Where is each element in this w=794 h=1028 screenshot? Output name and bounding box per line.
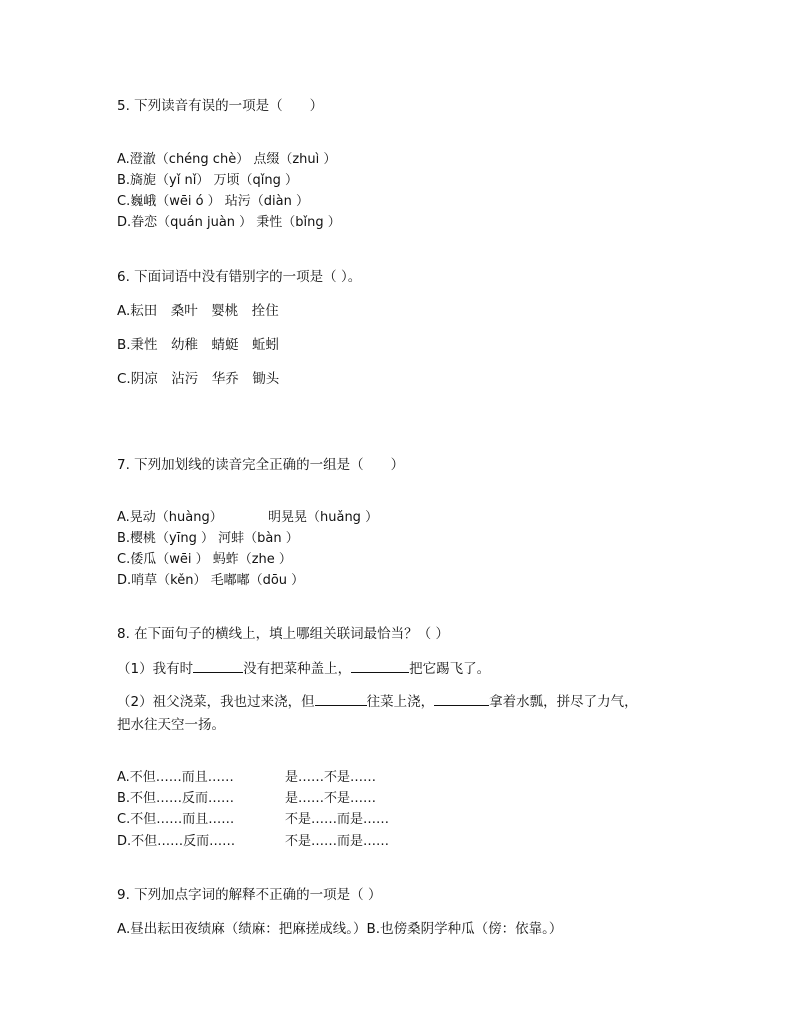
q8-s2-blank-1[interactable] bbox=[315, 693, 367, 706]
q6-option-b: B.秉性 幼稚 蜻蜓 蚯蚓 bbox=[117, 337, 280, 353]
q8-s2-part3: 拿着水瓢，拼尽了力气， bbox=[489, 694, 638, 710]
question-5-title: 5. 下列读音有误的一项是（ ） bbox=[117, 98, 324, 114]
q8-s1-part3: 把它踢飞了。 bbox=[409, 661, 491, 677]
q9-option-line: A.昼出耘田夜绩麻（绩麻：把麻搓成线。）B.也傍桑阴学种瓜（傍：依靠。） bbox=[117, 921, 563, 937]
q8-option-a-second: 是……不是…… bbox=[285, 770, 377, 785]
q8-s2-part2: 往菜上浇， bbox=[366, 694, 435, 710]
q8-s2-part1: （2）祖父浇菜，我也过来浇，但 bbox=[117, 694, 315, 710]
q8-sentence-1 bbox=[117, 657, 490, 677]
q7-option-c: C.倭瓜（wēi ） 蚂蚱（zhe ） bbox=[117, 552, 292, 567]
q5-option-c: C.巍峨（wēi ó ） 玷污（diàn ） bbox=[117, 194, 310, 209]
q8-option-c: C.不但……而且…… bbox=[117, 812, 235, 827]
q5-option-d: D.眷恋（quán juàn ） 秉性（bǐng ） bbox=[117, 215, 341, 230]
question-8-title: 8. 在下面句子的横线上，填上哪组关联词最恰当？（ ） bbox=[117, 626, 449, 642]
q8-s2-blank-2[interactable] bbox=[434, 693, 489, 706]
q8-option-b: B.不但……反而…… bbox=[117, 791, 235, 806]
q8-option-d-second: 不是……而是…… bbox=[285, 834, 390, 849]
question-6-title: 6. 下面词语中没有错别字的一项是（ ）。 bbox=[117, 269, 362, 285]
q8-sentence-2-cont: 把水往天空一扬。 bbox=[117, 717, 225, 733]
q8-option-d: D.不但……反而…… bbox=[117, 834, 236, 849]
q8-s1-blank-2[interactable] bbox=[351, 660, 409, 673]
q8-option-c-second: 不是……而是…… bbox=[285, 812, 390, 827]
q8-s1-part1: （1）我有时 bbox=[117, 661, 194, 677]
q8-s1-blank-1[interactable] bbox=[193, 660, 243, 673]
q5-option-a: A.澄澈（chéng chè） 点缀（zhuì ） bbox=[117, 152, 337, 167]
q8-sentence-2 bbox=[117, 690, 638, 710]
q6-option-a: A.耘田 桑叶 婴桃 拴住 bbox=[117, 303, 279, 319]
question-9-title: 9. 下列加点字词的解释不正确的一项是（ ） bbox=[117, 887, 382, 903]
question-7-title: 7. 下列加划线的读音完全正确的一组是（ ） bbox=[117, 457, 405, 473]
q6-option-c: C.阴凉 沾污 华乔 锄头 bbox=[117, 371, 280, 387]
q8-option-a: A.不但……而且…… bbox=[117, 770, 234, 785]
q5-option-b: B.旖旎（yǐ nǐ） 万顷（qǐng ） bbox=[117, 173, 298, 188]
q8-option-b-second: 是……不是…… bbox=[285, 791, 377, 806]
q7-option-d: D.哨草（kěn） 毛嘟嘟（dōu ） bbox=[117, 573, 305, 588]
q7-option-b: B.樱桃（yīng ） 河蚌（bàn ） bbox=[117, 531, 299, 546]
q8-s1-part2: 没有把菜种盖上， bbox=[243, 661, 352, 677]
q7-option-a: A.晃动（huàng） bbox=[117, 510, 223, 525]
q7-option-a-second: 明晃晃（huǎng ） bbox=[268, 510, 379, 525]
